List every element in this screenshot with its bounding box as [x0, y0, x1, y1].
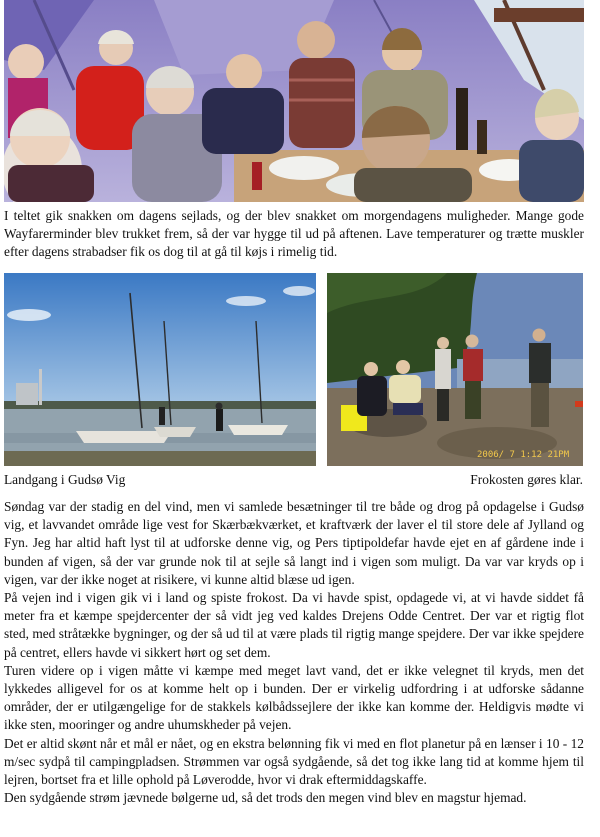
- article-body: [4, 498, 584, 807]
- photo-timestamp: 2006/ 7 1:12 21PM: [477, 450, 570, 460]
- caption-landing: Landgang i Gudsø Vig: [4, 472, 126, 487]
- photo-tent-dinner: [4, 0, 584, 202]
- paragraph-closing: Den sydgående strøm jævnede bølgerne ud, så det trods den megen vind blev en magstur hjemad.: [4, 790, 527, 806]
- photo-lunch-preparation: [327, 273, 583, 466]
- paragraph-shallow-water: Turen videre op i vigen måtte vi kæmpe med meget lavt vand, det er ikke velegnet til kryds, men det lykkedes alligevel for os at komme helt op i bunden. Der er virkelig udfordring i at udforske sådanne områder, der er utilgængelige for de stakkels kølbådssejlere der ikke kan komme der. Heldigvis mødte vi ikke sten, mooringer og andre uhumskheder på vejen.: [4, 662, 584, 733]
- paragraph-tent: I teltet gik snakken om dagens sejlads, og der blev snakket om morgendagens muligheder. Mange gode Wayfarerminder blev trukket frem, så der var hygge til ud på aftenen. Lave temperaturer og trætte muskler efter dagens strabadser fik os dog til at gå til køjs i rimelig tid.: [4, 208, 584, 260]
- paragraph-lunch: På vejen ind i vigen gik vi i land og spiste frokost. Da vi havde spist, opdagede vi, at vi havde siddet få meter fra et kæmpe spejdercenter der så vidt jeg ved kaldes Drejens Odde Centret. Der var et rigtig flot sted, med stråtække bygninger, og der så ud til at være plads til rigtig mange spejdere. Der var ikke spejdere på centret, ellers havde vi sikkert hørt og set dem.: [4, 590, 584, 660]
- photo-landing-bay: [4, 273, 316, 466]
- caption-lunch: Frokosten gøres klar.: [470, 472, 583, 487]
- paragraph-sunday: Søndag var der stadig en del vind, men vi samlede besætninger til tre både og drog på opdagelse i Gudsø vig, et lavvandet område lige vest for Skærbækværket, et kraftværk der laver el til store dele af Jylland og Fyn. Jeg har altid haft lyst til at udforske denne vig, og Pers tiptipoldefar havde ejet en af gårdene inde i bunden af vigen, så der var grunde nok til at sejle så langt ind i vigen som muligt. Da var var kryds op i vigen, var der ikke noget at risikere, vi kunne altid blæse ud igen.: [4, 499, 584, 587]
- paragraph-return-trip: Det er altid skønt når et mål er nået, og en ekstra belønning fik vi med en flot planetur på en lænser i 10 - 12 m/sec sydpå til campingpladsen. Strømmen var også sydgående, så det tog ikke lang tid at komme hjem til lejren, bortset fra et lille ophold på Løverodde, hvor vi drak eftermiddagskaffe.: [4, 735, 584, 788]
